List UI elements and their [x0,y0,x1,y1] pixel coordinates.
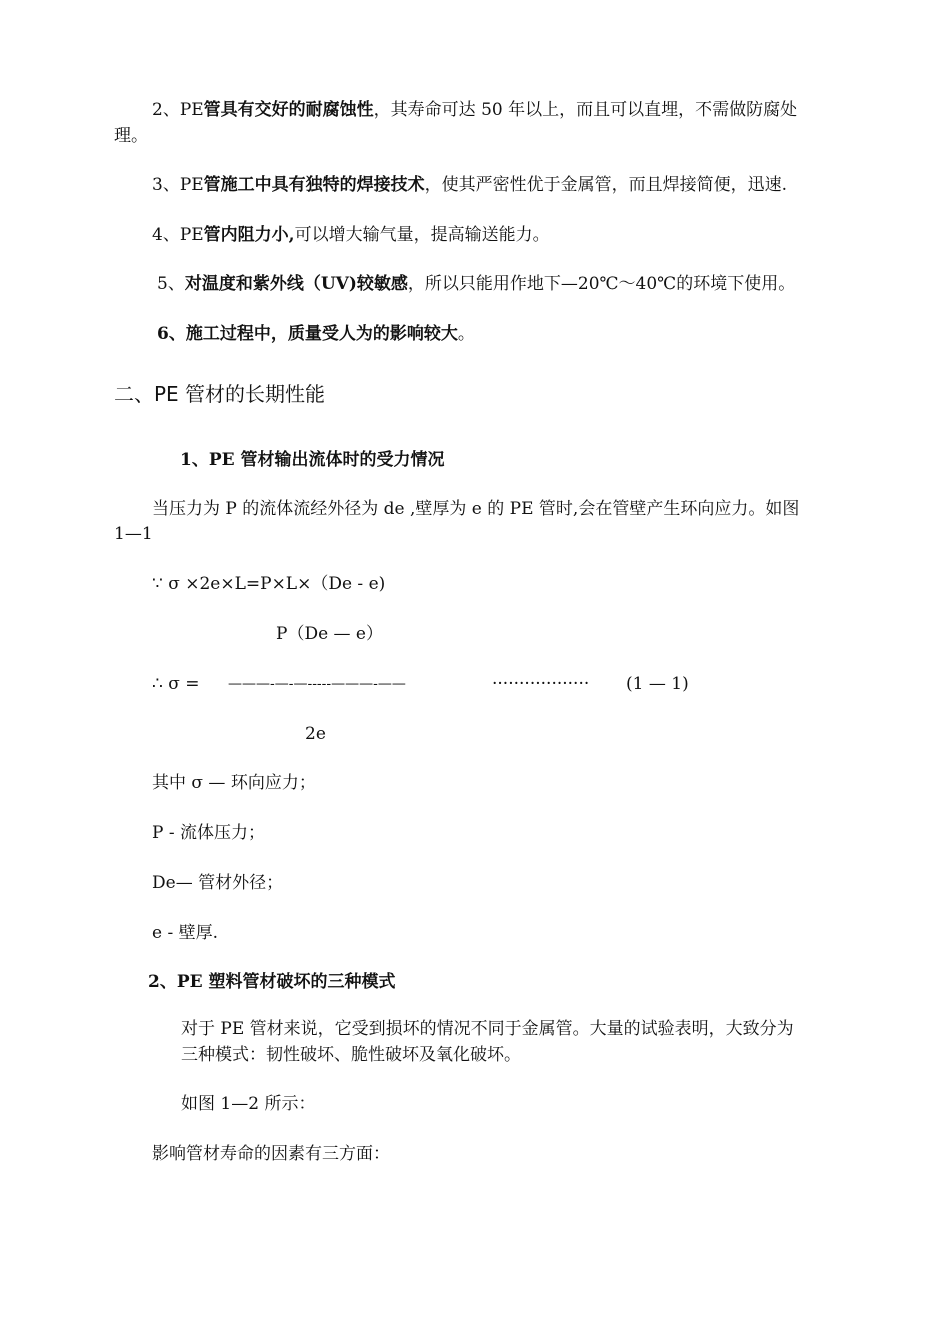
formula-denominator: 2e [305,724,326,744]
item-6 [157,321,475,347]
subheading-1 [180,447,445,473]
item-6-text: 。 [457,324,475,344]
item-4 [152,222,550,248]
paragraph-1-line-2: 1—1 [114,524,153,544]
item-5 [157,271,795,297]
item-2-bold: 管具有交好的耐腐蚀性 [203,100,374,120]
definition-de: De— 管材外径； [152,873,284,893]
formula-dots: ·················· [492,674,590,694]
item-2-continuation: 理。 [114,126,148,146]
item-2-number: 2、PE [152,100,204,120]
item-3-number: 3、PE [152,175,204,195]
item-2 [152,97,797,123]
item-2-text: ，其寿命可达 50 年以上，而且可以直埋，不需做防腐处 [373,100,798,120]
item-4-number: 4、PE [152,225,204,245]
item-4-bold: 管内阻力小, [203,225,295,245]
subheading-2 [148,969,396,995]
figure-reference: 如图 1—2 所示： [181,1094,316,1114]
definition-p: P - 流体压力； [152,823,265,843]
item-5-bold: 对温度和紫外线（UV)较敏感 [184,274,408,294]
item-3-bold: 管施工中具有独特的焊接技术 [203,175,425,195]
paragraph-2-line-1: 对于 PE 管材来说，它受到损坏的情况不同于金属管。大量的试验表明，大致分为 [181,1019,794,1039]
definition-sigma: 其中 σ — 环向应力； [152,773,316,793]
subheading-1-text: 1、PE 管材输出流体时的受力情况 [180,450,445,470]
definition-e: e - 壁厚. [152,923,219,943]
formula-numerator: P（De — e） [276,624,383,644]
item-3-text: ，使其严密性优于金属管，而且焊接简便，迅速. [424,175,788,195]
section-heading: 二、PE 管材的长期性能 [114,382,326,406]
subheading-2-text: 2、PE 塑料管材破坏的三种模式 [148,972,396,992]
formula-equation-number: (1 — 1) [626,674,689,694]
paragraph-2-line-2: 三种模式：韧性破坏、脆性破坏及氧化破坏。 [181,1045,521,1065]
item-4-text: 可以增大输气量，提高输送能力。 [294,225,550,245]
formula-therefore: ∴ σ = [152,674,200,694]
item-3 [152,172,787,198]
formula-because: ∵ σ ×2e×L=P×L×（De - e) [152,574,386,594]
factors-line: 影响管材寿命的因素有三方面： [152,1144,390,1164]
item-5-number: 5、 [157,274,185,294]
item-5-text: ，所以只能用作地下—20℃～40℃的环境下使用。 [407,274,796,294]
paragraph-1-line-1: 当压力为 P 的流体流经外径为 de ,壁厚为 e 的 PE 管时,会在管壁产生环向应力。如图 [152,499,800,519]
item-6-bold: 6、施工过程中，质量受人为的影响较大 [157,324,458,344]
formula-fraction-bar: ———-—-—-----———-—— [228,676,406,692]
